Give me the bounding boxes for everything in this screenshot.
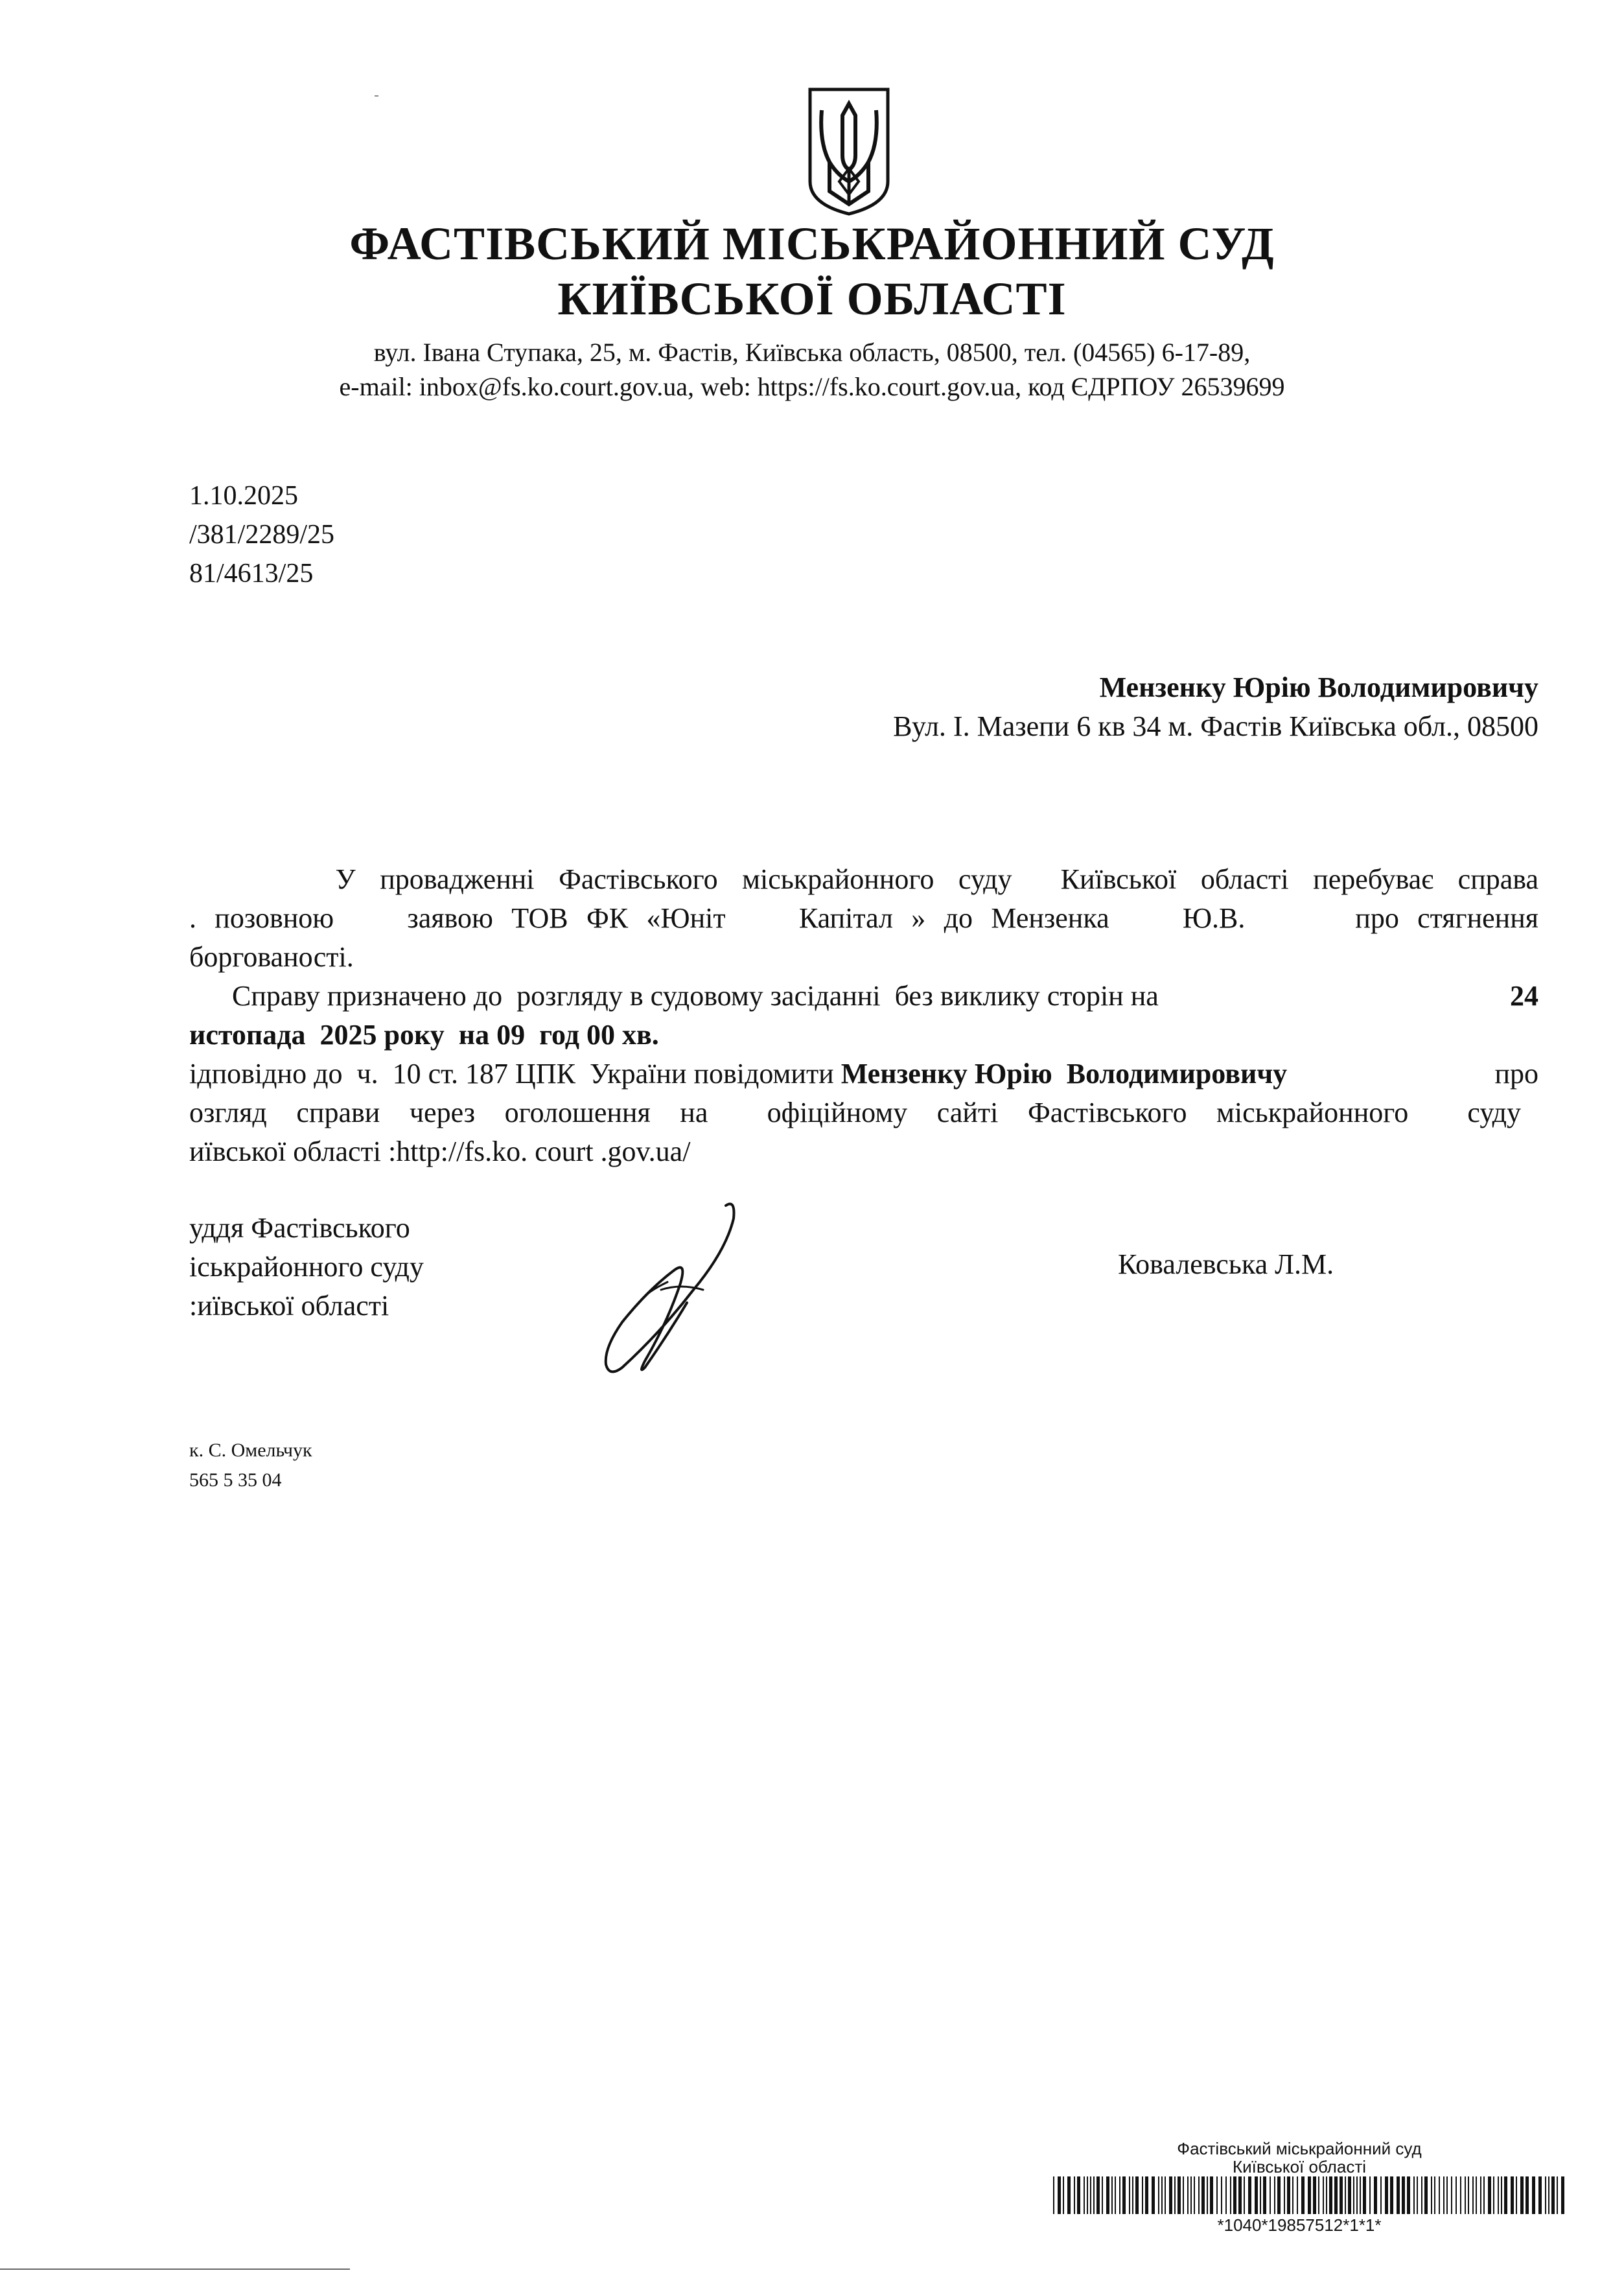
executor-phone: 565 5 35 04 (189, 1469, 282, 1491)
body-p3-line1 (189, 1055, 1538, 1093)
court-contacts: e-mail: inbox@fs.ko.court.gov.ua, web: https://fs.ko.court.gov.ua, код ЄДРПОУ 26539699 (339, 372, 1285, 401)
court-title-line1: ФАСТІВСЬКИЙ МІСЬКРАЙОННИЙ СУД (349, 218, 1275, 270)
recipient-address: Вул. І. Мазепи 6 кв 34 м. Фастів Київська обл., 08500 (893, 710, 1538, 742)
barcode-text: *1040*19857512*1*1* (1217, 2215, 1382, 2235)
hearing-day: 24 (1503, 980, 1538, 1012)
judge-role-line3: :иївської області (189, 1290, 389, 1322)
coat-of-arms-icon (804, 84, 894, 217)
body-p3-text: ідповідно до ч. 10 ст. 187 ЦПК України повідомити (189, 1058, 841, 1090)
body-p1-line2: . позовною заявою ТОВ ФК «Юніт Капітал » до Мензенка Ю.В. про стягнення (189, 902, 1538, 934)
recipient-name: Мензенку Юрію Володимировичу (1099, 671, 1538, 703)
judge-name: Ковалевська Л.М. (1118, 1248, 1334, 1280)
court-address: вул. Івана Ступака, 25, м. Фастів, Київська область, 08500, тел. (04565) 6-17-89, (373, 338, 1251, 367)
document-date: 1.10.2025 (189, 481, 298, 511)
document-references (189, 476, 334, 593)
court-title-line2: КИЇВСЬКОЇ ОБЛАСТІ (557, 273, 1067, 325)
outgoing-number: 81/4613/25 (189, 559, 314, 589)
executor-info (189, 1436, 312, 1495)
judge-role-line1: уддя Фастівського (189, 1212, 410, 1244)
body-p2-text: Справу призначено до розгляду в судовому засіданні без виклику сторін на (189, 980, 1159, 1012)
executor-name: к. С. Омельчук (189, 1440, 312, 1461)
bottom-rule (0, 2269, 350, 2270)
body-p1-line1: У провадженні Фастівського міськрайонного суду Київської області перебуває справа (189, 863, 1538, 895)
scan-mark (375, 95, 378, 97)
body-p3-line2: озгляд справи через оголошення на офіційному сайті Фастівського міськрайонного суду (189, 1097, 1521, 1128)
body-p1-line3: боргованості. (189, 941, 354, 973)
hearing-date-time: истопада 2025 року на 09 год 00 хв. (189, 1019, 659, 1051)
body-p3-recipient-name: Мензенку Юрію Володимировичу (841, 1058, 1288, 1090)
body-p3-tail: про (1480, 1058, 1538, 1090)
barcode-icon (1053, 2176, 1565, 2214)
handwritten-signature (583, 1193, 752, 1387)
stamp-court-name: Фастівський міськрайонний суд (1177, 2139, 1422, 2158)
body-p2-line1 (189, 977, 1538, 1016)
body-p3-line3: иївської області :http://fs.ko. court .gov.ua/ (189, 1136, 691, 1167)
judge-role (189, 1209, 424, 1325)
judge-role-line2: іськрайонного суду (189, 1251, 424, 1283)
case-number: /381/2289/25 (189, 520, 335, 550)
stamp-region: Київської області (1232, 2157, 1367, 2176)
